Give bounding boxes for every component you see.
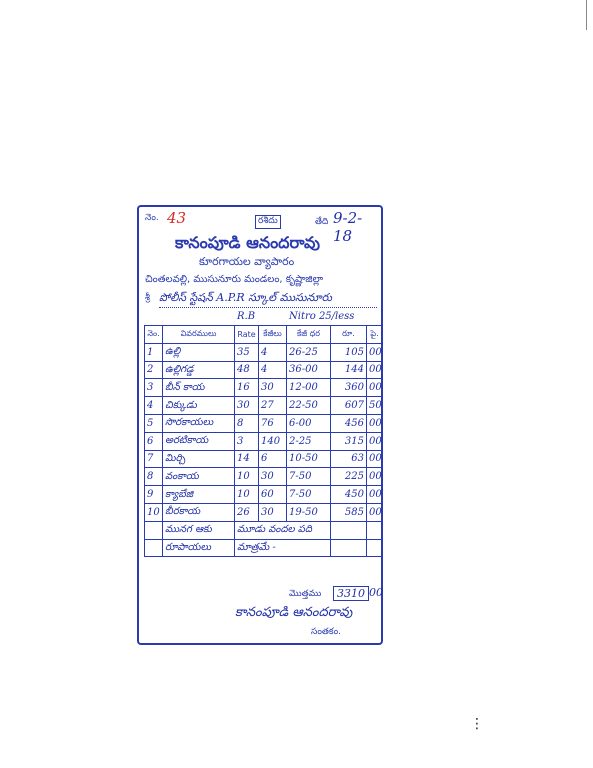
row-no: 5 — [145, 414, 163, 432]
row-rupees: 607 — [331, 397, 367, 415]
row-price: 26-25 — [287, 343, 331, 361]
row-rate: 26 — [235, 503, 259, 521]
row-paise: 00 — [367, 450, 383, 468]
row-kg: 30 — [259, 503, 287, 521]
row-rupees: 456 — [331, 414, 367, 432]
date-value: 9-2-18 — [333, 209, 363, 245]
row-rupees — [331, 521, 367, 539]
row-item: ఉల్లి — [163, 343, 235, 361]
row-rupees: 450 — [331, 486, 367, 504]
row-amount-words: మూడు వందల పది — [235, 521, 331, 539]
row-no — [145, 521, 163, 539]
row-paise: 00 — [367, 486, 383, 504]
row-price: 19-50 — [287, 503, 331, 521]
row-rupees: 360 — [331, 379, 367, 397]
row-item: సొరకాయలు — [163, 414, 235, 432]
items-table — [144, 325, 383, 557]
table-row — [145, 486, 383, 504]
row-item: చిక్కుడు — [163, 397, 235, 415]
row-amount-words: మాత్రమే - — [235, 539, 331, 557]
row-rate: 30 — [235, 397, 259, 415]
row-paise: 00 — [367, 361, 383, 379]
row-paise: 00 — [367, 414, 383, 432]
row-price: 7-50 — [287, 468, 331, 486]
header-rate: Rate — [235, 326, 259, 344]
header-kg-price: కేజీ ధర — [287, 326, 331, 344]
row-kg: 60 — [259, 486, 287, 504]
row-item: అరటికాయ — [163, 432, 235, 450]
total-rupees: 3310 — [333, 586, 369, 601]
row-no: 10 — [145, 503, 163, 521]
row-rate: 3 — [235, 432, 259, 450]
row-item: బీన్ కాయ — [163, 379, 235, 397]
row-item: బీరకాయ — [163, 503, 235, 521]
row-item: క్యాబేజి — [163, 486, 235, 504]
row-item: ఉల్లిగడ్డ — [163, 361, 235, 379]
row-price: 12-00 — [287, 379, 331, 397]
table-row — [145, 468, 383, 486]
customer-name: పోలీస్ స్టేషన్ A.P.R స్కూల్ ముసునూరు — [159, 291, 377, 308]
row-paise: 50 — [367, 397, 383, 415]
table-row — [145, 414, 383, 432]
header-rupees: రూ. — [331, 326, 367, 344]
total-label: మొత్తము — [289, 589, 322, 599]
header-details: వివరములు — [163, 326, 235, 344]
row-no: 6 — [145, 432, 163, 450]
row-kg: 4 — [259, 361, 287, 379]
row-paise: 00 — [367, 379, 383, 397]
row-rate: 48 — [235, 361, 259, 379]
row-rupees — [331, 539, 367, 557]
scan-edge-mark — [586, 0, 593, 30]
row-rupees: 225 — [331, 468, 367, 486]
row-no: 3 — [145, 379, 163, 397]
header-no: నెం. — [145, 326, 163, 344]
table-row — [145, 379, 383, 397]
row-price: 36-00 — [287, 361, 331, 379]
row-no: 8 — [145, 468, 163, 486]
row-rate: 10 — [235, 486, 259, 504]
row-kg: 30 — [259, 468, 287, 486]
receipt-label: రశీదు — [255, 215, 281, 229]
row-no: 4 — [145, 397, 163, 415]
shop-address: చింతలవల్లి, ముసునూరు మండలం, కృష్ణాజిల్లా — [145, 274, 324, 285]
row-rate: 16 — [235, 379, 259, 397]
row-paise: 00 — [367, 468, 383, 486]
row-rate: 8 — [235, 414, 259, 432]
note-rb: R.B — [237, 311, 256, 322]
row-paise — [367, 539, 383, 557]
business-type: కూరగాయల వ్యాపారం — [199, 255, 295, 268]
row-price: 22-50 — [287, 397, 331, 415]
table-row — [145, 343, 383, 361]
row-rate: 10 — [235, 468, 259, 486]
row-kg: 6 — [259, 450, 287, 468]
receipt-card — [137, 205, 383, 645]
table-row — [145, 521, 383, 539]
table-row — [145, 503, 383, 521]
row-item: వంకాయ — [163, 468, 235, 486]
row-no: 1 — [145, 343, 163, 361]
row-item: మిర్చి — [163, 450, 235, 468]
row-rupees: 105 — [331, 343, 367, 361]
row-item: రూపాయలు — [163, 539, 235, 557]
row-kg: 76 — [259, 414, 287, 432]
row-no: 2 — [145, 361, 163, 379]
receipt-number: 43 — [167, 209, 187, 227]
row-paise: 00 — [367, 503, 383, 521]
table-row — [145, 539, 383, 557]
row-no: 9 — [145, 486, 163, 504]
table-row — [145, 432, 383, 450]
total-paise: 00 — [369, 586, 383, 599]
scan-speck: ⋮ — [470, 716, 484, 732]
row-kg: 140 — [259, 432, 287, 450]
row-item: మునగ ఆకు — [163, 521, 235, 539]
shop-name: కానంపూడి ఆనందరావు — [175, 233, 320, 252]
note-less: Nitro 25/less — [289, 311, 355, 322]
row-no: 7 — [145, 450, 163, 468]
row-price: 6-00 — [287, 414, 331, 432]
row-rupees: 315 — [331, 432, 367, 450]
signature-label: సంతకం. — [311, 627, 342, 637]
table-header-row — [145, 326, 383, 344]
row-rate: 35 — [235, 343, 259, 361]
table-row — [145, 397, 383, 415]
row-kg: 27 — [259, 397, 287, 415]
receipt-number-label: నెం. — [145, 213, 159, 223]
table-row — [145, 450, 383, 468]
row-price: 7-50 — [287, 486, 331, 504]
row-paise: 00 — [367, 432, 383, 450]
row-rupees: 63 — [331, 450, 367, 468]
table-row — [145, 361, 383, 379]
header-paise: పై. — [367, 326, 383, 344]
row-rupees: 585 — [331, 503, 367, 521]
row-price: 2-25 — [287, 432, 331, 450]
row-kg: 4 — [259, 343, 287, 361]
row-kg: 30 — [259, 379, 287, 397]
row-no — [145, 539, 163, 557]
date-label: తేది — [315, 217, 329, 227]
header-kgs: కేజీలు — [259, 326, 287, 344]
row-paise — [367, 521, 383, 539]
row-rupees: 144 — [331, 361, 367, 379]
signature: కానంపూడి ఆనందరావు — [235, 605, 353, 620]
row-price: 10-50 — [287, 450, 331, 468]
row-rate: 14 — [235, 450, 259, 468]
row-paise: 00 — [367, 343, 383, 361]
customer-prefix: శ్రీ — [145, 293, 150, 303]
